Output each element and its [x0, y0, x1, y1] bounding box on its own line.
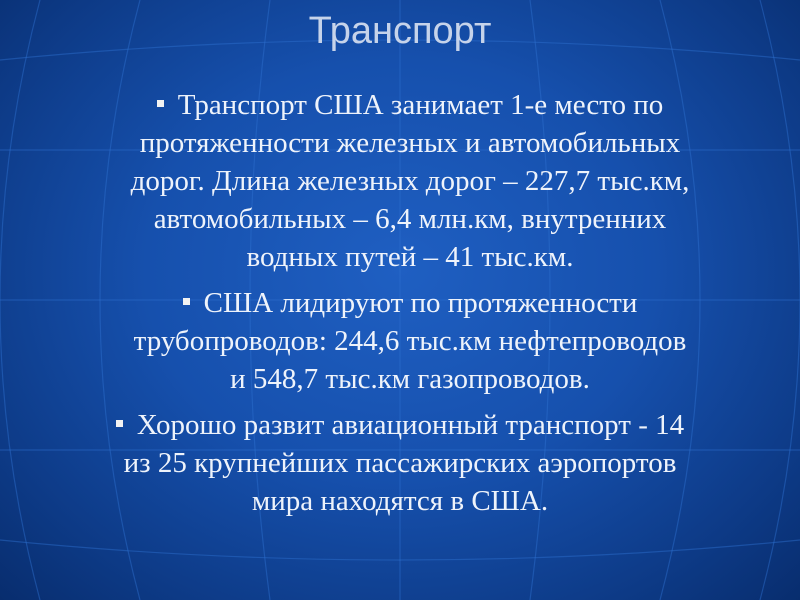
- square-bullet-icon: [157, 100, 164, 107]
- bullet-line: Хорошо развит авиационный транспорт - 14: [10, 406, 790, 444]
- bullet-line: дорог. Длина железных дорог – 227,7 тыс.км,: [130, 165, 690, 197]
- bullet-line: автомобильных – 6,4 млн.км, внутренних: [153, 203, 667, 235]
- bullet-line: из 25 крупнейших пассажирских аэропортов: [123, 447, 677, 479]
- bullet-item-pipelines: [40, 284, 780, 398]
- bullet-line: водных путей – 41 тыс.км.: [246, 241, 574, 273]
- bullet-line: США лидируют по протяженности: [40, 284, 780, 322]
- bullet-line: трубопроводов: 244,6 тыс.км нефтепроводов: [133, 325, 687, 357]
- square-bullet-icon: [183, 298, 190, 305]
- bullet-item-aviation: [10, 406, 790, 520]
- bullet-line: мира находятся в США.: [251, 485, 549, 517]
- bullet-line: и 548,7 тыс.км газопроводов.: [230, 363, 590, 395]
- bullet-line: протяженности железных и автомобильных: [139, 127, 681, 159]
- bullet-line: Транспорт США занимает 1-е место по: [40, 86, 780, 124]
- slide-title: Транспорт: [308, 10, 492, 52]
- bullet-item-road-rail: [40, 86, 780, 276]
- square-bullet-icon: [116, 420, 123, 427]
